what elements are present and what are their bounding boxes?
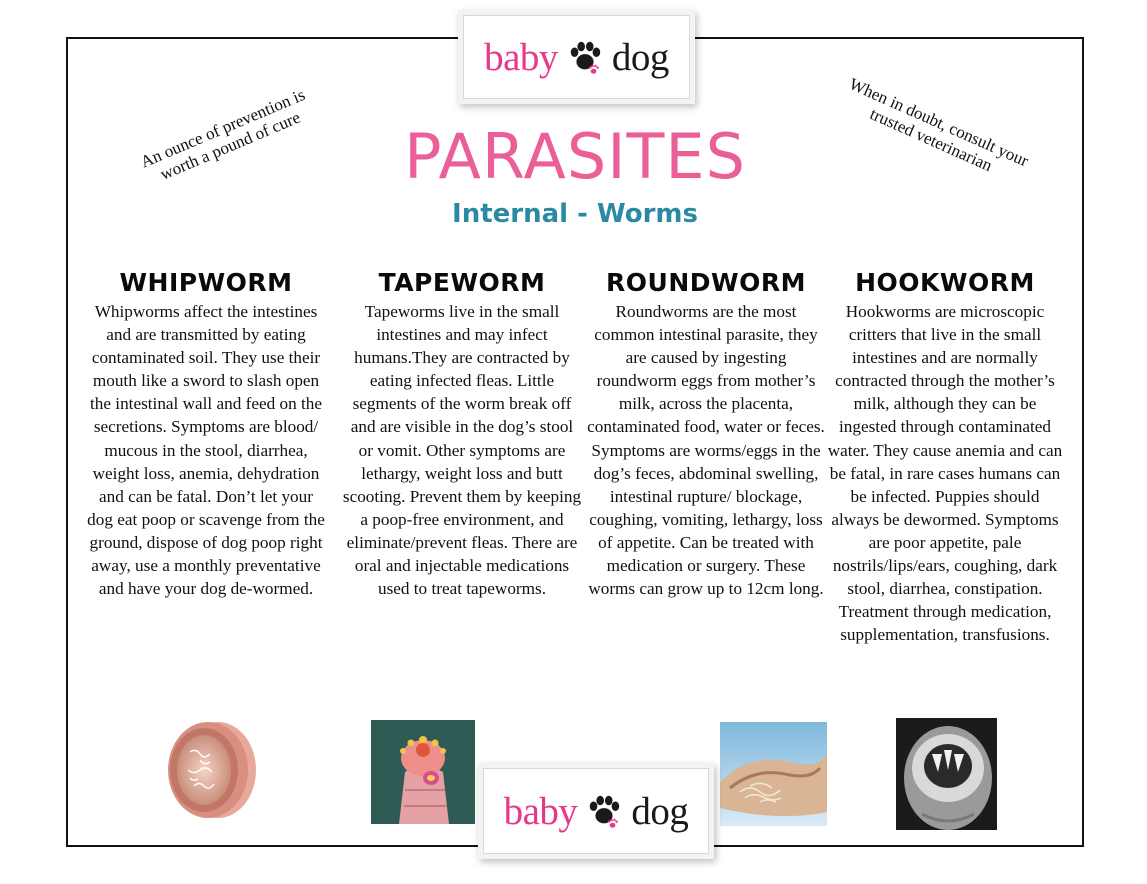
column-hookworm	[825, 266, 1065, 646]
column-body: Whipworms affect the intestines and are transmitted by eating contaminated soil. They use their mouth like a sword to slash open the intestinal wall and feed on the secretions. Symptoms are blood/ mucous in the stool, diarrhea, weight loss, anemia, dehydration and can be fatal. Don’t let your dog eat poop or scavenge from the ground, dispose of dog poop right away, use a monthly preventative and have your dog de-wormed.	[87, 302, 325, 599]
brand-logo-bottom	[483, 768, 709, 854]
roundworms-in-intestine-icon	[720, 722, 827, 826]
page-subtitle: Internal - Worms	[452, 199, 698, 229]
logo-word-dog: dog	[631, 789, 689, 833]
column-body: Hookworms are microscopic critters that live in the small intestines and are normally contracted through the mother’s milk, although they can be ingested through contaminated water. They cause anemia and can be fatal, in rare cases humans can be infected. Puppies should always be dewormed. Symptoms are poor appetite, pale nostrils/lips/ears, coughing, dark stool, diarrhea, constipation. Treatment through medication, supplementation, transfusions.	[827, 302, 1063, 645]
column-heading: WHIPWORM	[119, 268, 293, 297]
column-heading: ROUNDWORM	[606, 268, 806, 297]
page-title: PARASITES	[404, 120, 746, 193]
paw-print-icon	[566, 38, 604, 76]
column-body: Roundworms are the most common intestinal parasite, they are caused by ingesting roundworm eggs from mother’s milk, across the placenta, contaminated food, water or feces. Symptoms are worms/eggs in the dog’s feces, abdominal swelling, intestinal rupture/ blockage, coughing, vomiting, lethargy, loss of appetite. Can be treated with medication or surgery. These worms can grow up to 12cm long.	[587, 302, 825, 599]
logo-word-baby: baby	[484, 35, 558, 79]
column-body: Tapeworms live in the small intestines and may infect humans.They are contracted by eating infected fleas. Little segments of the worm break off and are visible in the dog’s stool or vomit. Other symptoms are lethargy, weight loss and butt scooting. Prevent them by keeping a poop-free environment, and eliminate/prevent fleas. There are oral and injectable medications used to treat tapeworms.	[342, 302, 582, 599]
column-whipworm	[86, 266, 326, 600]
motto-prevention: An ounce of prevention is worth a pound of cure	[137, 85, 308, 184]
tapeworm-head-icon	[371, 720, 475, 824]
intestine-cross-section-icon	[160, 712, 258, 824]
logo-word-baby: baby	[503, 789, 578, 833]
column-roundworm	[586, 266, 826, 600]
motto-veterinarian: When in doubt, consult your trusted veterinarian	[846, 74, 1032, 176]
hookworm-mouth-icon	[896, 718, 997, 830]
brand-logo-top	[463, 15, 690, 99]
column-heading: HOOKWORM	[855, 268, 1035, 297]
paw-print-icon	[585, 792, 623, 830]
column-tapeworm	[342, 266, 582, 600]
logo-word-dog: dog	[611, 35, 669, 79]
column-heading: TAPEWORM	[378, 268, 546, 297]
